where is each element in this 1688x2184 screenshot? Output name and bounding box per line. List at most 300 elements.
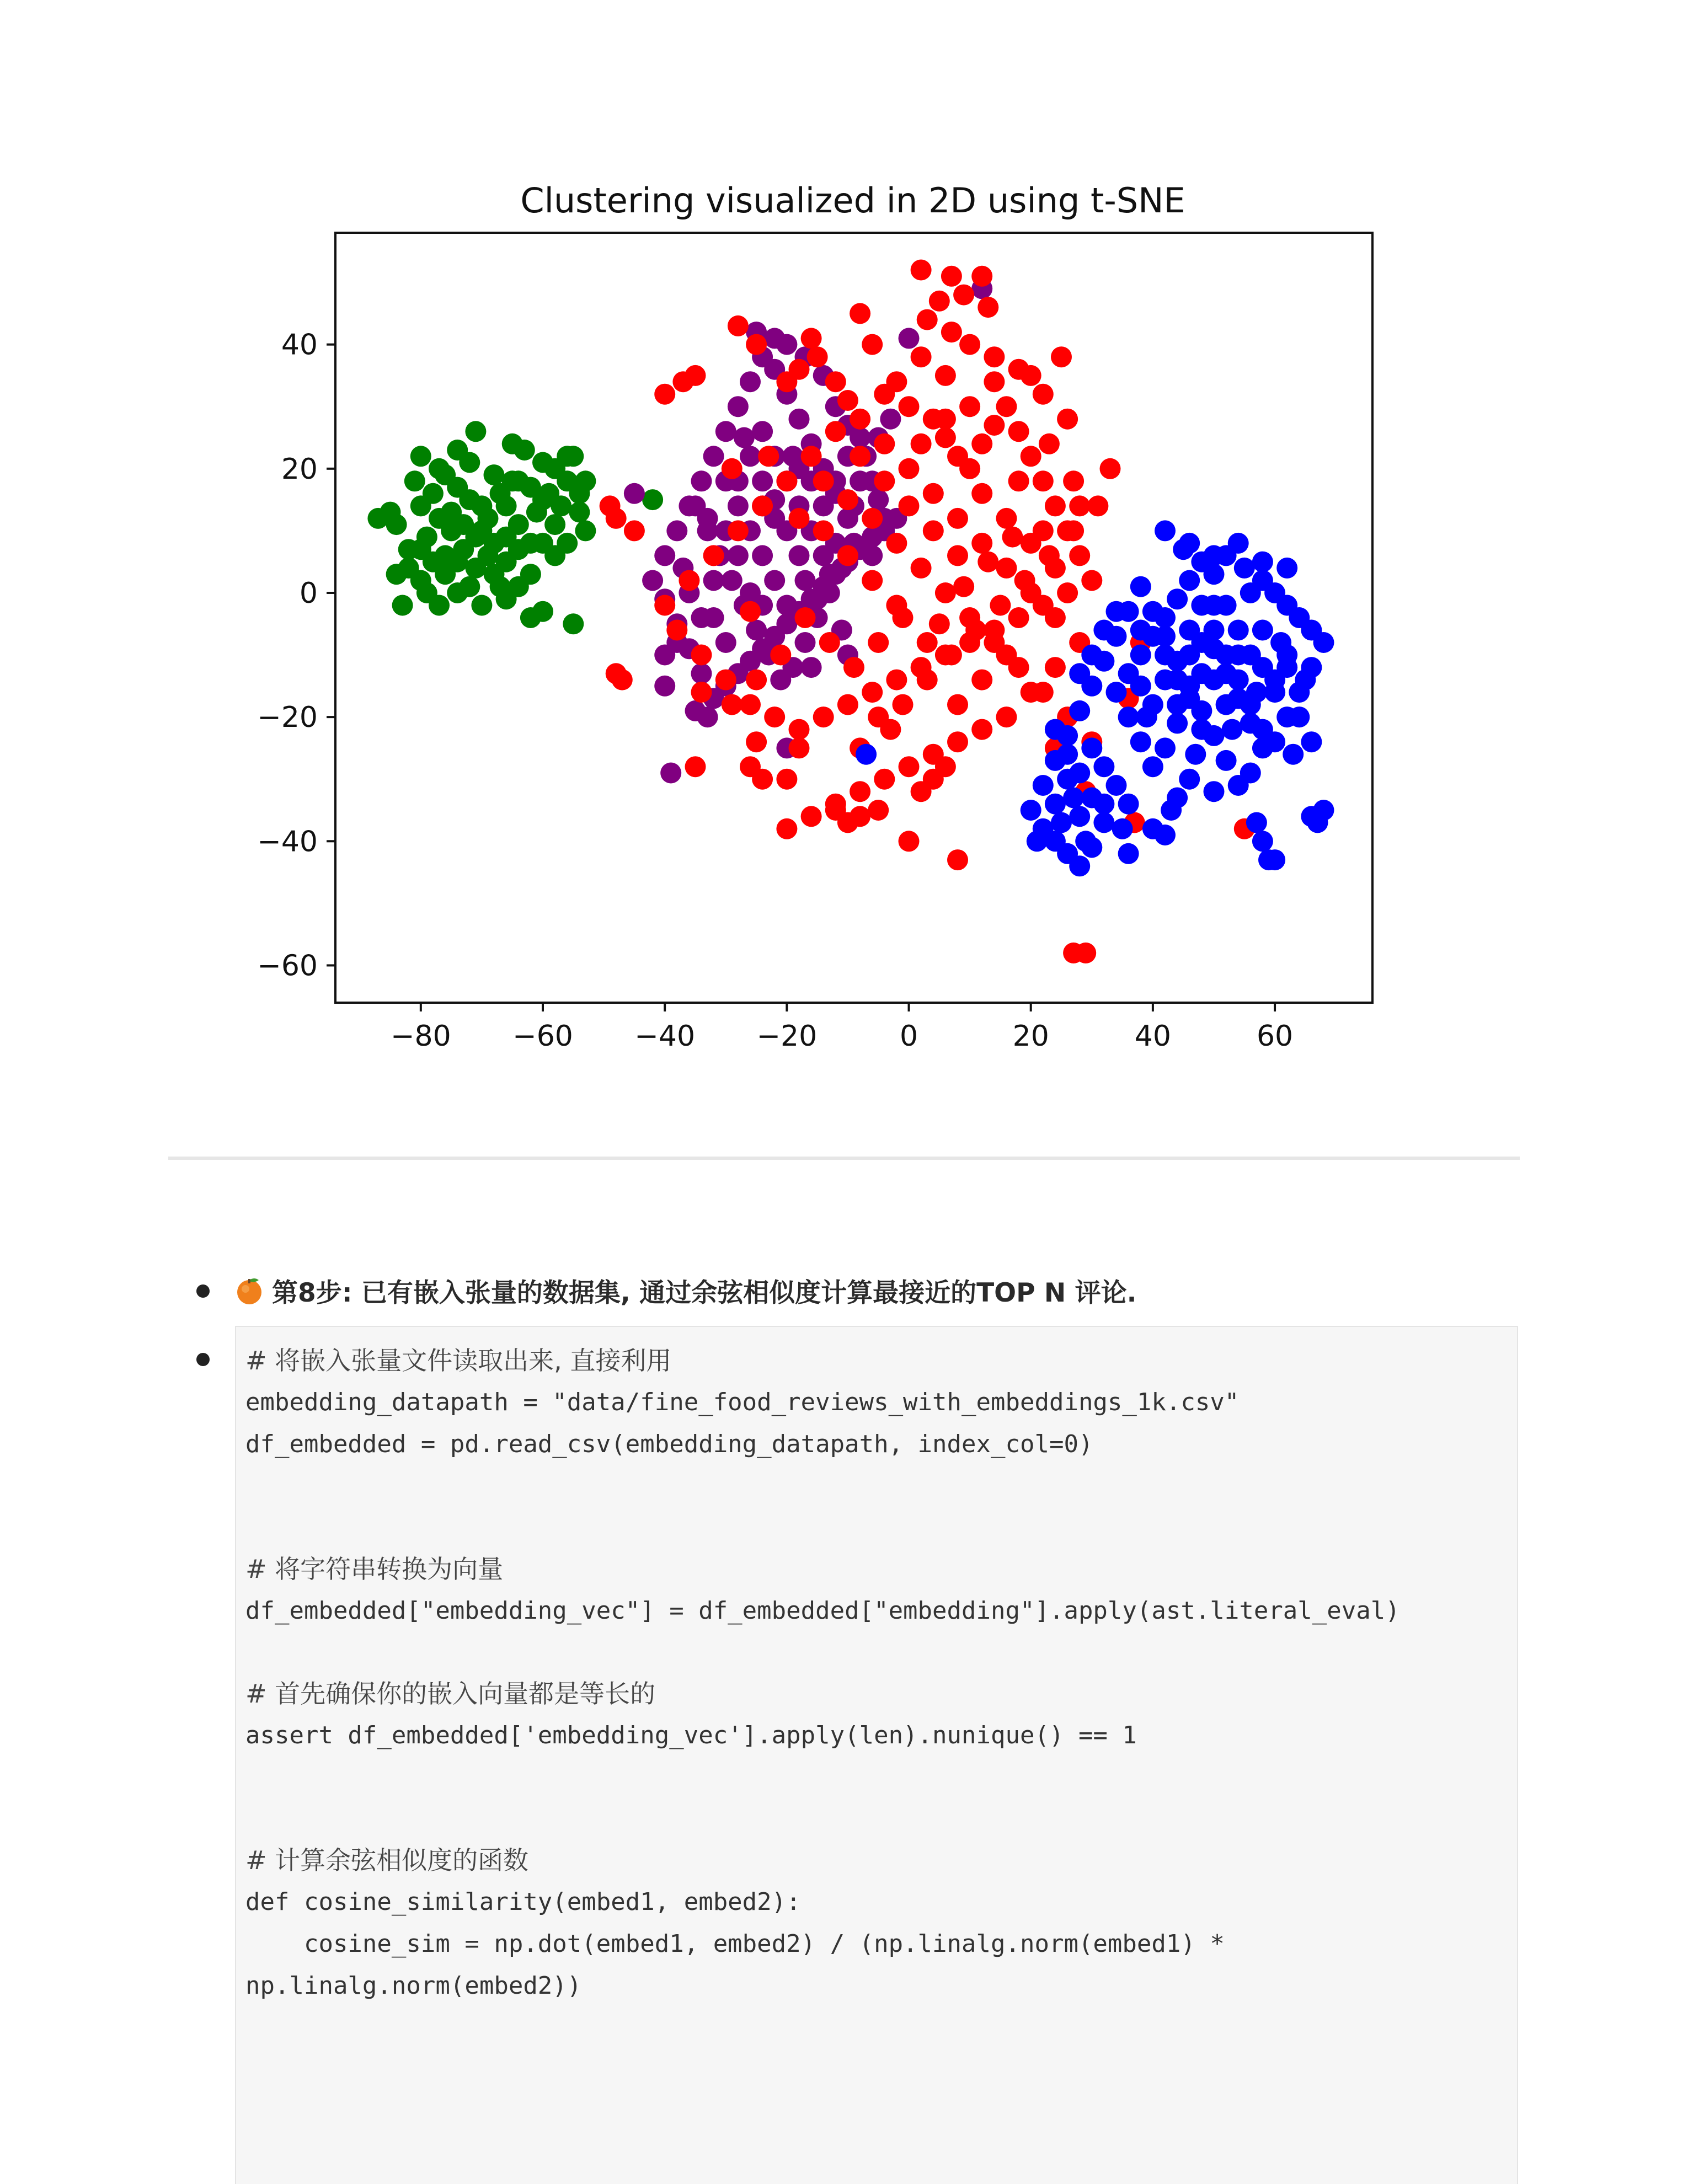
- scatter-point: [776, 470, 797, 491]
- scatter-point: [770, 670, 791, 690]
- scatter-point: [1204, 564, 1225, 585]
- scatter-point: [1130, 576, 1151, 597]
- scatter-point: [691, 663, 712, 684]
- code-line: cosine_sim = np.dot(embed1, embed2) / (np.linalg.norm(embed1) *: [245, 1930, 1225, 1958]
- scatter-point: [874, 433, 895, 454]
- scatter-point: [801, 328, 822, 349]
- scatter-point: [1021, 800, 1041, 821]
- scatter-point: [1142, 601, 1163, 622]
- scatter-point: [1161, 800, 1182, 821]
- scatter-point: [947, 545, 968, 566]
- scatter-point: [1069, 855, 1090, 876]
- scatter-point: [813, 520, 834, 541]
- scatter-point: [990, 595, 1011, 616]
- scatter-point: [1063, 470, 1084, 491]
- scatter-point: [917, 309, 938, 330]
- scatter-point: [801, 446, 822, 467]
- scatter-point: [1008, 470, 1029, 491]
- scatter-point: [642, 489, 663, 510]
- scatter-point: [1252, 620, 1273, 641]
- scatter-point: [862, 334, 883, 355]
- code-line: np.linalg.norm(embed2)): [245, 1972, 582, 2000]
- scatter-point: [1118, 706, 1139, 727]
- scatter-point: [984, 346, 1005, 367]
- scatter-point: [1069, 663, 1090, 684]
- y-tick-label: −20: [257, 701, 318, 735]
- scatter-point: [551, 495, 571, 516]
- scatter-point: [1179, 769, 1200, 790]
- x-tick-label: 0: [899, 1020, 918, 1053]
- scatter-point: [654, 595, 675, 616]
- scatter-point: [1130, 645, 1151, 666]
- scatter-point: [862, 545, 883, 566]
- scatter-point: [862, 682, 883, 703]
- scatter-point: [789, 508, 810, 529]
- scatter-point: [850, 409, 870, 430]
- scatter-point: [416, 582, 437, 603]
- scatter-point: [1063, 520, 1084, 541]
- scatter-point: [899, 756, 920, 777]
- scatter-point: [575, 520, 596, 541]
- scatter-point: [789, 737, 810, 758]
- scatter-point: [893, 607, 914, 628]
- scatter-point: [996, 558, 1017, 579]
- scatter-point: [813, 495, 834, 516]
- scatter-point: [795, 607, 816, 628]
- scatter-point: [697, 508, 718, 529]
- scatter-point: [722, 570, 742, 591]
- scatter-point: [1112, 818, 1133, 839]
- scatter-point: [862, 508, 883, 529]
- scatter-point: [923, 483, 944, 504]
- scatter-point: [520, 564, 541, 585]
- scatter-point: [837, 694, 858, 715]
- scatter-point: [606, 663, 627, 684]
- scatter-point: [977, 297, 998, 318]
- scatter-point: [1276, 558, 1297, 579]
- scatter-point: [1234, 558, 1255, 579]
- scatter-point: [977, 552, 998, 572]
- x-tick-label: −40: [634, 1020, 696, 1053]
- scatter-point: [801, 806, 822, 827]
- scatter-point: [1246, 812, 1267, 833]
- scatter-point: [996, 396, 1017, 417]
- scatter-point: [734, 427, 755, 448]
- scatter-point: [1130, 731, 1151, 752]
- scatter-point: [764, 570, 785, 591]
- scatter-point: [971, 719, 992, 740]
- scatter-point: [752, 421, 773, 442]
- scatter-point: [728, 520, 749, 541]
- scatter-point: [825, 421, 846, 442]
- scatter-point: [1136, 706, 1157, 727]
- scatter-point: [1008, 607, 1029, 628]
- scatter-point: [679, 570, 699, 591]
- step-heading: [234, 1268, 1136, 1313]
- scatter-point: [1204, 781, 1225, 802]
- scatter-point: [666, 620, 687, 641]
- scatter-point: [1167, 713, 1188, 734]
- scatter-point: [935, 756, 956, 777]
- scatter-point: [441, 502, 462, 523]
- scatter-point: [752, 470, 773, 491]
- scatter-point: [1075, 943, 1096, 963]
- scatter-point: [850, 303, 870, 324]
- scatter-point: [1313, 800, 1334, 821]
- scatter-point: [1155, 825, 1176, 845]
- scatter-point: [691, 470, 712, 491]
- scatter-point: [502, 433, 523, 454]
- scatter-point: [1301, 731, 1322, 752]
- scatter-point: [880, 409, 901, 430]
- scatter-point: [837, 489, 858, 510]
- scatter-point: [1240, 713, 1261, 734]
- scatter-point: [1216, 694, 1237, 715]
- scatter-point: [471, 595, 492, 616]
- scatter-point: [917, 670, 938, 690]
- scatter-point: [1240, 582, 1261, 603]
- scatter-point: [728, 396, 749, 417]
- scatter-point: [1045, 719, 1066, 740]
- scatter-point: [923, 520, 944, 541]
- scatter-point: [1185, 744, 1206, 765]
- scatter-point: [740, 756, 761, 777]
- scatter-point: [740, 371, 761, 392]
- scatter-point: [971, 433, 992, 454]
- scatter-point: [929, 291, 950, 312]
- scatter-point: [642, 570, 663, 591]
- scatter-point: [624, 520, 645, 541]
- scatter-point: [850, 470, 870, 491]
- scatter-point: [837, 390, 858, 411]
- scatter-point: [1155, 645, 1176, 666]
- scatter-point: [1204, 545, 1225, 566]
- scatter-point: [740, 694, 761, 715]
- scatter-point: [776, 371, 797, 392]
- scatter-point: [1155, 626, 1176, 647]
- scatter-point: [654, 384, 675, 405]
- scatter-point: [1069, 806, 1090, 827]
- scatter-point: [789, 545, 810, 566]
- scatter-point: [996, 508, 1017, 529]
- plot-frame: [335, 233, 1372, 1003]
- scatter-point: [1014, 570, 1035, 591]
- scatter-point: [569, 483, 590, 504]
- code-comment: # 首先确保你的嵌入向量都是等长的: [245, 1679, 656, 1709]
- scatter-point: [941, 645, 962, 666]
- scatter-point: [624, 483, 645, 504]
- scatter-point: [490, 483, 511, 504]
- scatter-point: [1118, 843, 1139, 864]
- scatter-point: [746, 670, 767, 690]
- scatter-point: [782, 446, 803, 467]
- scatter-point: [899, 831, 920, 852]
- step-text: 第8步: 已有嵌入张量的数据集, 通过余弦相似度计算最接近的TOP N 评论.: [272, 1277, 1137, 1308]
- scatter-point: [752, 545, 773, 566]
- scatter-point: [1106, 682, 1127, 703]
- scatter-point: [722, 458, 742, 479]
- scatter-point: [1216, 595, 1237, 616]
- scatter-point: [886, 533, 907, 554]
- scatter-point: [911, 433, 932, 454]
- scatter-point: [825, 371, 846, 392]
- scatter-point: [1033, 470, 1054, 491]
- scatter-point: [1106, 775, 1127, 796]
- scatter-point: [367, 508, 388, 529]
- orange-icon: [234, 1276, 264, 1305]
- scatter-point: [520, 607, 541, 628]
- scatter-point: [996, 645, 1017, 666]
- scatter-point: [1179, 533, 1200, 554]
- scatter-point: [911, 346, 932, 367]
- scatter-point: [819, 564, 840, 585]
- scatter-point: [868, 632, 889, 653]
- y-tick-label: 0: [299, 576, 318, 610]
- y-tick-label: 20: [281, 452, 318, 486]
- scatter-point: [776, 334, 797, 355]
- code-line: assert df_embedded['embedding_vec'].apply(len).nunique() == 1: [245, 1721, 1137, 1749]
- scatter-point: [758, 446, 779, 467]
- scatter-point: [819, 632, 840, 653]
- scatter-point: [959, 607, 980, 628]
- scatter-point: [685, 700, 706, 721]
- scatter-point: [404, 470, 425, 491]
- y-tick-label: 40: [281, 328, 318, 362]
- scatter-point: [874, 470, 895, 491]
- scatter-point: [953, 576, 974, 597]
- scatter-point: [746, 731, 767, 752]
- scatter-point: [410, 495, 431, 516]
- x-tick-label: −60: [512, 1020, 573, 1053]
- scatter-point: [935, 365, 956, 386]
- scatter-point: [1313, 632, 1334, 653]
- scatter-point: [1155, 520, 1176, 541]
- scatter-point: [1002, 527, 1023, 548]
- scatter-point: [1069, 700, 1090, 721]
- scatter-point: [1246, 682, 1267, 703]
- scatter-point: [868, 489, 889, 510]
- scatter-point: [722, 694, 742, 715]
- scatter-point: [911, 260, 932, 281]
- scatter-point: [447, 552, 468, 572]
- scatter-point: [691, 645, 712, 666]
- scatter-point: [1081, 737, 1102, 758]
- scatter-point: [703, 607, 724, 628]
- scatter-point: [886, 371, 907, 392]
- scatter-point: [654, 676, 675, 697]
- scatter-point: [1021, 446, 1041, 467]
- scatter-point: [1045, 607, 1066, 628]
- scatter-point: [1228, 533, 1249, 554]
- chart-title: Clustering visualized in 2D using t-SNE: [520, 180, 1185, 221]
- scatter-point: [563, 613, 584, 634]
- scatter-point: [1283, 744, 1304, 765]
- scatter-point: [532, 533, 553, 554]
- scatter-point: [947, 508, 968, 529]
- scatter-point: [959, 458, 980, 479]
- scatter-point: [1081, 645, 1102, 666]
- scatter-point: [1270, 632, 1291, 653]
- scatter-point: [899, 328, 920, 349]
- code-comment: # 计算余弦相似度的函数: [245, 1845, 529, 1875]
- scatter-point: [1264, 849, 1285, 870]
- scatter-point: [752, 495, 773, 516]
- scatter-point: [935, 409, 956, 430]
- scatter-point: [715, 421, 736, 442]
- y-tick-label: −40: [257, 825, 318, 859]
- scatter-point: [459, 452, 480, 473]
- scatter-point: [929, 613, 950, 634]
- scatter-point: [1130, 620, 1151, 641]
- scatter-point: [1100, 458, 1121, 479]
- scatter-point: [392, 595, 413, 616]
- scatter-point: [459, 576, 480, 597]
- x-tick-label: 40: [1134, 1020, 1171, 1053]
- scatter-point: [1191, 700, 1212, 721]
- scatter-point: [935, 427, 956, 448]
- scatter-point: [789, 409, 810, 430]
- scatter-point: [1063, 788, 1084, 809]
- x-tick-label: −80: [390, 1020, 451, 1053]
- scatter-point: [899, 458, 920, 479]
- scatter-point: [789, 719, 810, 740]
- scatter-point: [660, 763, 681, 784]
- scatter-point: [776, 769, 797, 790]
- scatter-point: [971, 266, 992, 287]
- scatter-point: [868, 706, 889, 727]
- scatter-point: [899, 396, 920, 417]
- scatter-point: [947, 849, 968, 870]
- scatter-point: [410, 446, 431, 467]
- scatter-point: [813, 706, 834, 727]
- scatter-point: [770, 645, 791, 666]
- scatter-point: [868, 800, 889, 821]
- scatter-point: [795, 632, 816, 653]
- scatter-point: [1081, 570, 1102, 591]
- y-tick-label: −60: [257, 949, 318, 983]
- scatter-point: [685, 756, 706, 777]
- scatter-point: [1039, 433, 1060, 454]
- scatter-point: [1276, 657, 1297, 678]
- scatter-point: [764, 706, 785, 727]
- scatter-point: [1075, 831, 1096, 852]
- scatter-point: [1179, 570, 1200, 591]
- scatter-point: [971, 533, 992, 554]
- scatter-point: [666, 520, 687, 541]
- scatter-point: [728, 315, 749, 336]
- scatter-point: [935, 582, 956, 603]
- scatter-point: [1228, 620, 1249, 641]
- scatter-point: [606, 508, 627, 529]
- scatter-point: [843, 657, 864, 678]
- scatter-point: [959, 396, 980, 417]
- scatter-point: [807, 346, 828, 367]
- scatter-point: [465, 421, 486, 442]
- bullet-code: [196, 1353, 210, 1366]
- scatter-point: [1216, 750, 1237, 771]
- scatter-point: [1045, 558, 1066, 579]
- scatter-point: [728, 545, 749, 566]
- scatter-point: [1252, 552, 1273, 572]
- scatter-point: [813, 470, 834, 491]
- scatter-point: [465, 558, 486, 579]
- scatter-point: [1130, 676, 1151, 697]
- scatter-point: [1051, 346, 1072, 367]
- scatter-point: [728, 495, 749, 516]
- scatter-point: [1033, 384, 1054, 405]
- scatter-point: [1033, 682, 1054, 703]
- scatter-point: [825, 800, 846, 821]
- scatter-point: [893, 694, 914, 715]
- code-comment: # 将字符串转换为向量: [245, 1554, 504, 1584]
- scatter-point: [1252, 657, 1273, 678]
- scatter-point: [1069, 545, 1090, 566]
- code-line: def cosine_similarity(embed1, embed2):: [245, 1888, 801, 1916]
- scatter-point: [947, 694, 968, 715]
- scatter-point: [1051, 812, 1072, 833]
- scatter-point: [654, 645, 675, 666]
- scatter-point: [1093, 620, 1114, 641]
- section-divider: [168, 1157, 1520, 1160]
- scatter-point: [984, 415, 1005, 436]
- scatter-point: [837, 545, 858, 566]
- scatter-point: [1093, 756, 1114, 777]
- scatter-point: [1021, 365, 1041, 386]
- scatter-point: [1045, 794, 1066, 815]
- scatter-point: [1204, 670, 1225, 690]
- scatter-point: [1289, 706, 1310, 727]
- x-tick-label: −20: [756, 1020, 818, 1053]
- bullet-step: [196, 1284, 210, 1298]
- scatter-point: [410, 539, 431, 560]
- scatter-point: [941, 266, 962, 287]
- scatter-point: [1033, 520, 1054, 541]
- code-line: embedding_datapath = "data/fine_food_reviews_with_embeddings_1k.csv": [245, 1388, 1240, 1416]
- scatter-point: [1008, 421, 1029, 442]
- scatter-point: [1155, 737, 1176, 758]
- scatter-point: [801, 657, 822, 678]
- scatter-point: [1167, 694, 1188, 715]
- scatter-point: [1191, 632, 1212, 653]
- scatter-point: [654, 545, 675, 566]
- scatter-point: [1228, 775, 1249, 796]
- code-comment: # 将嵌入张量文件读取出来, 直接利用: [245, 1346, 672, 1375]
- scatter-point: [1142, 756, 1163, 777]
- scatter-point: [971, 483, 992, 504]
- scatter-point: [941, 322, 962, 342]
- scatter-point: [1057, 744, 1078, 765]
- scatter-point: [862, 570, 883, 591]
- scatter-point: [1087, 495, 1108, 516]
- scatter-point: [953, 285, 974, 306]
- scatter-point: [557, 446, 578, 467]
- scatter-point: [1093, 794, 1114, 815]
- scatter-point: [1252, 831, 1273, 852]
- scatter-point: [1033, 775, 1054, 796]
- scatter-point: [685, 365, 706, 386]
- scatter-point: [874, 769, 895, 790]
- scatter-point: [1069, 495, 1090, 516]
- scatter-point: [508, 470, 529, 491]
- scatter-point: [886, 670, 907, 690]
- scatter-point: [1106, 601, 1127, 622]
- scatter-point: [715, 670, 736, 690]
- scatter-point: [850, 427, 870, 448]
- scatter-point: [1191, 719, 1212, 740]
- scatter-point: [1093, 812, 1114, 833]
- points-layer: [367, 260, 1334, 963]
- scatter-point: [776, 595, 797, 616]
